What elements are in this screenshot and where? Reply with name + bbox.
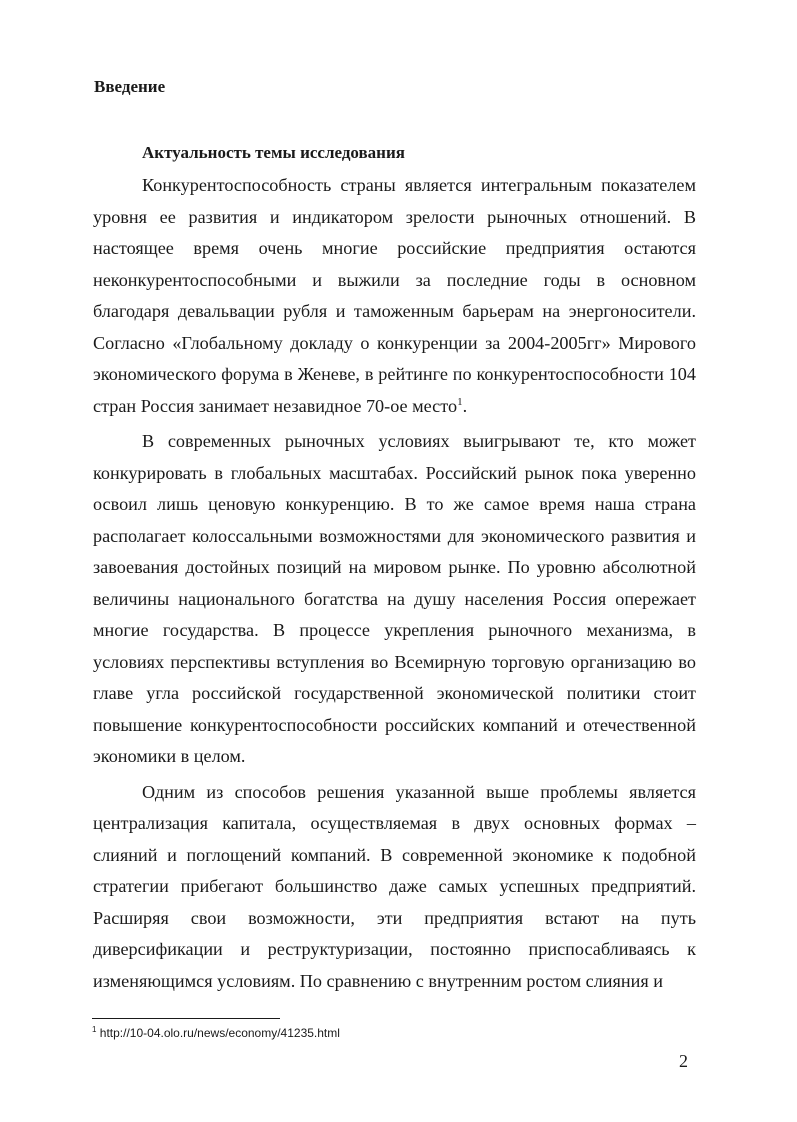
body-text [93, 170, 696, 997]
footnote-marker: 1 [92, 1025, 97, 1034]
section-heading: Введение [94, 77, 166, 96]
paragraph-1 [93, 170, 696, 422]
footnote-divider [92, 1018, 280, 1019]
footnote-text: http://10-04.olo.ru/news/economy/41235.html [96, 1026, 340, 1040]
paragraph-3: Одним из способов решения указанной выше проблемы является централизация капитала, осуществляемая в двух основных формах – слияний и поглощений компаний. В современной экономике к подобной стратегии прибегают большинство даже самых успешных предприятий. Расширяя свои возможности, эти предприятия встают на путь диверсификации и реструктуризации, постоянно приспосабливаясь к изменяющимся условиям. По сравнению с внутренним ростом слияния и [93, 781, 696, 991]
paragraph-2: В современных рыночных условиях выигрывают те, кто может конкурировать в глобальных масштабах. Российский рынок пока уверенно освоил лишь ценовую конкуренцию. В то же самое время наша страна располагает колоссальными возможностями для экономического развития и завоевания достойных позиций на мировом рынке. По уровню абсолютной величины национального богатства на душу населения Россия опережает многие государства. В процессе укрепления рыночного механизма, в условиях перспективы вступления во Всемирную торговую организацию во главе угла российской государственной экономической политики стоит повышение конкурентоспособности российских компаний и отечественной экономики в целом. [93, 431, 696, 766]
page-number: 2 [679, 1051, 688, 1071]
footnote-reference: 1 [457, 395, 463, 408]
footnote [92, 1025, 340, 1041]
paragraph-1-text: Конкурентоспособность страны является интегральным показателем уровня ее развития и индикатором зрелости рыночных отношений. В настоящее время очень многие российские предприятия остаются неконкурентоспособными и выжили за последние годы в основном благодаря девальвации рубля и таможенным барьерам на энергоносители. Согласно «Глобальному докладу о конкуренции за 2004-2005гг» Мирового экономического форума в Женеве, в рейтинге по конкурентоспособности 104 стран Россия занимает незавидное 70-ое место [93, 175, 696, 416]
subsection-heading: Актуальность темы исследования [142, 143, 405, 162]
paragraph-1-end: . [462, 395, 468, 416]
